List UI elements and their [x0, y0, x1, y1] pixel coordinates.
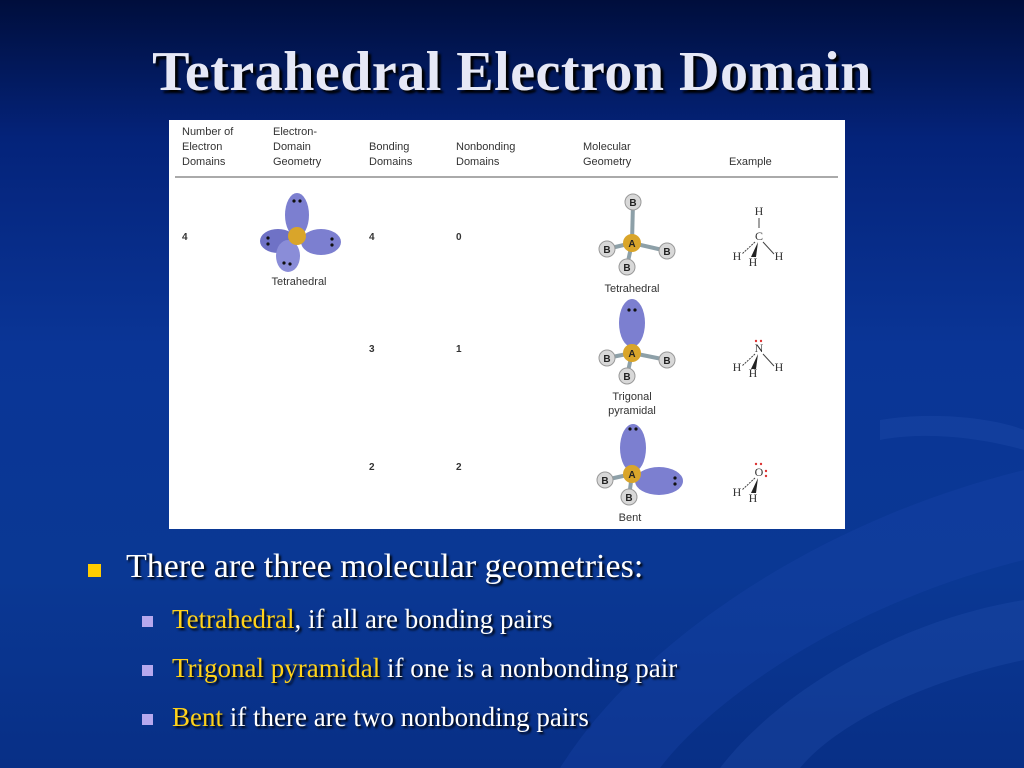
atom-label-b: B — [623, 263, 631, 274]
bullet-sub-text — [172, 604, 552, 635]
ammonia-center: N — [754, 341, 764, 355]
bullet-rest: if there are two nonbonding pairs — [223, 702, 589, 732]
example-water — [733, 463, 768, 505]
header-col4-line1: Nonbonding — [456, 141, 516, 153]
header-col3-line1: Bonding — [369, 141, 410, 153]
atom-label-b: B — [603, 245, 611, 256]
methane-center: C — [754, 229, 764, 243]
electron-domains-value: 4 — [182, 232, 188, 243]
molecule-tetrahedral-image — [599, 194, 675, 275]
bullet-rest: if one is a nonbonding pair — [380, 653, 678, 683]
header-col4-line2: Domains — [456, 156, 500, 168]
water-h-bottom: H — [748, 491, 758, 505]
header-col6: Example — [729, 156, 772, 168]
atom-label-b: B — [601, 476, 609, 487]
header-col5-line1: Molecular — [583, 141, 631, 153]
table-header — [175, 126, 838, 177]
molecule-trigonal-pyramidal-image — [599, 299, 675, 384]
molecule-bent-image — [597, 424, 683, 505]
bullet-rest: , if all are bonding pairs — [294, 604, 553, 634]
header-col3-line2: Domains — [369, 156, 413, 168]
electron-domain-tetrahedral-image — [260, 193, 341, 272]
bullet-highlight: Bent — [172, 702, 223, 732]
atom-label-b: B — [629, 198, 637, 209]
slide-title: Tetrahedral Electron Domain — [152, 41, 872, 103]
ammonia-h-left: H — [732, 360, 742, 374]
atom-label-b: B — [663, 247, 671, 258]
header-col2-line1: Electron- — [273, 126, 318, 138]
row2-bonding: 3 — [369, 344, 375, 355]
methane-h-left: H — [732, 249, 742, 263]
row1-geometry-caption: Tetrahedral — [604, 283, 660, 295]
header-col1-line2: Electron — [182, 141, 223, 153]
bullet-main-text: There are three molecular geometries: — [126, 548, 644, 585]
figure-table-panel — [169, 120, 845, 529]
header-col2-line3: Geometry — [273, 156, 322, 168]
vsepr-table-figure — [169, 120, 845, 529]
water-center: O — [754, 465, 764, 479]
methane-h-top: H — [754, 204, 764, 218]
atom-label-b: B — [625, 493, 633, 504]
header-col1-line1: Number of — [182, 126, 234, 138]
bullet-sub-text — [172, 702, 589, 733]
bullet-square-icon — [142, 714, 153, 725]
ammonia-h-right: H — [774, 360, 784, 374]
atom-label-b: B — [623, 372, 631, 383]
ammonia-h-bottom: H — [748, 366, 758, 380]
row1-bonding: 4 — [369, 232, 375, 243]
atom-label-b: B — [603, 354, 611, 365]
atom-label-b: B — [663, 356, 671, 367]
bullet-sub-text — [172, 653, 677, 684]
row3-geometry-caption: Bent — [618, 512, 642, 524]
atom-label-a: A — [628, 470, 636, 481]
atom-label-a: A — [628, 239, 636, 250]
example-ammonia — [733, 340, 784, 380]
row2-geometry-caption-line1: Trigonal — [612, 391, 652, 403]
bullet-highlight: Trigonal pyramidal — [172, 653, 381, 683]
bullet-highlight: Tetrahedral — [172, 604, 295, 634]
bullet-square-icon — [142, 616, 153, 627]
methane-h-right: H — [774, 249, 784, 263]
bullet-square-icon — [142, 665, 153, 676]
row3-bonding: 2 — [369, 462, 375, 473]
bullet-square-icon — [88, 564, 101, 577]
row2-nonbonding: 1 — [456, 344, 462, 355]
row1-nonbonding: 0 — [456, 232, 462, 243]
example-methane — [733, 204, 784, 269]
header-col5-line2: Geometry — [583, 156, 632, 168]
row3-nonbonding: 2 — [456, 462, 462, 473]
row2-geometry-caption-line2: pyramidal — [608, 405, 656, 417]
water-h-left: H — [732, 485, 742, 499]
atom-label-a: A — [628, 349, 636, 360]
header-col2-line2: Domain — [273, 141, 311, 153]
methane-h-bottom: H — [748, 255, 758, 269]
electron-domain-geometry-caption: Tetrahedral — [271, 276, 327, 288]
header-col1-line3: Domains — [182, 156, 226, 168]
